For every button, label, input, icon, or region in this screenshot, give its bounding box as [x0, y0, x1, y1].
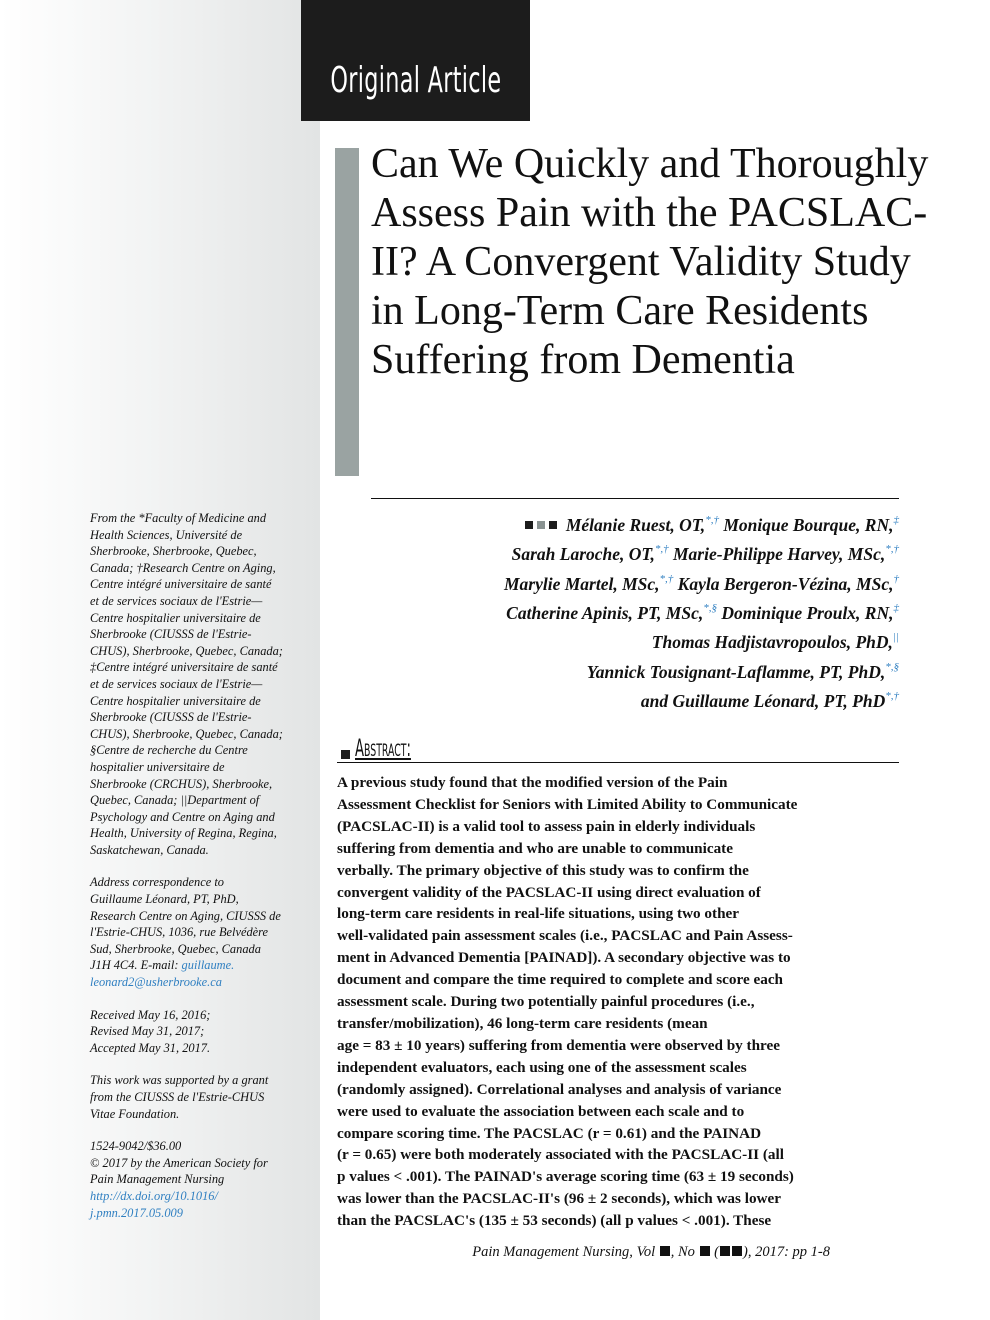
- abstract-line: p values < .001). The PAINAD's average scoring time (63 ± 19 seconds): [337, 1168, 794, 1186]
- author-name: Thomas Hadjistavropoulos, PhD,: [651, 632, 893, 653]
- doi-link-cont[interactable]: j.pmn.2017.05.009: [90, 1205, 183, 1220]
- abstract-line: verbally. The primary objective of this study was to confirm the: [337, 861, 749, 879]
- abstract-body: [337, 772, 887, 1232]
- affiliations: [90, 510, 312, 858]
- author-name: and Guillaume Léonard, PT, PhD: [640, 690, 886, 711]
- affiliation-line: CHUS), Sherbrooke, Quebec, Canada;: [90, 726, 283, 741]
- abstract-line: assessment scale. During two potentially painful procedures (i.e.,: [337, 993, 755, 1011]
- author-affiliation-marks: *,§: [703, 601, 717, 614]
- article-title: Can We Quickly and Thoroughly Assess Pain with the PACSLAC-II? A Convergent Validity Study in Long-Term Care Residents Suffering from Dementia: [371, 141, 929, 383]
- author-affiliation-marks: †: [893, 572, 899, 585]
- square-bullet-icon: [549, 521, 557, 529]
- affiliation-line: Centre intégré universitaire de santé: [90, 577, 272, 592]
- footer-no-label: No: [677, 1244, 695, 1260]
- journal-footer: Pain Management Nursing, Vol , No ( ), 2017: pp 1-8: [472, 1244, 830, 1260]
- author-line: [371, 509, 899, 538]
- footer-journal: Pain Management Nursing,: [472, 1244, 633, 1260]
- abstract-line: age = 83 ± 10 years) suffering from dementia were observed by three: [337, 1036, 780, 1054]
- abstract-line: was lower than the PACSLAC-II's (96 ± 2 seconds), which was lower: [337, 1190, 781, 1208]
- author-name: Marylie Martel, MSc,: [503, 573, 660, 594]
- affiliation-line: From the *Faculty of Medicine and: [90, 511, 267, 525]
- abstract-bullet-icon: [341, 750, 350, 759]
- affiliation-line: Quebec, Canada; ||Department of: [90, 793, 260, 808]
- author-affiliation-marks: ‡: [893, 514, 899, 526]
- article-notes-sidebar: [90, 510, 312, 1237]
- affiliation-line: Sherbrooke, Sherbrooke, Quebec,: [90, 544, 257, 559]
- affiliation-line: Health, University of Regina, Regina,: [90, 826, 277, 841]
- vol-placeholder-icon: [660, 1246, 670, 1256]
- affiliation-line: Centre hospitalier universitaire de: [90, 693, 261, 708]
- author-line: [371, 597, 899, 626]
- affiliation-line: et de services sociaux de l'Estrie—: [90, 676, 263, 691]
- author-line: [371, 626, 899, 655]
- article-dates: [90, 1007, 312, 1057]
- abstract-line: compare scoring time. The PACSLAC (r = 0.61) and the PAINAD: [337, 1124, 762, 1142]
- author-name: Kayla Bergeron-Vézina, MSc,: [677, 573, 894, 594]
- author-name: Sarah Laroche, OT,: [511, 544, 655, 565]
- section-label-text: Original Article: [329, 60, 502, 101]
- abstract-line: well-validated pain assessment scales (i.e., PACSLAC and Pain Assess-: [337, 927, 793, 945]
- square-bullet-icon: [525, 521, 533, 529]
- abstract-line: document and compare the time required to complete and score each: [337, 971, 784, 989]
- footer-vol-label: Vol: [636, 1244, 656, 1260]
- correspondence-line: Sud, Sherbrooke, Quebec, Canada: [90, 941, 261, 956]
- date-line: Accepted May 31, 2017.: [90, 1040, 211, 1055]
- abstract-line: ment in Advanced Dementia [PAINAD]). A secondary objective was to: [337, 949, 791, 967]
- publication-info: [90, 1138, 312, 1221]
- affiliation-line: CHUS), Sherbrooke, Quebec, Canada;: [90, 643, 283, 658]
- affiliation-line: et de services sociaux de l'Estrie—: [90, 593, 263, 608]
- email-prefix: [90, 975, 222, 989]
- author-name: Catherine Apinis, PT, MSc,: [506, 602, 704, 623]
- affiliation-line: Saskatchewan, Canada.: [90, 842, 209, 857]
- abstract-heading: [337, 736, 899, 763]
- author-list: [371, 509, 899, 714]
- correspondence: [90, 874, 312, 990]
- author-line: [371, 656, 899, 685]
- affiliation-line: §Centre de recherche du Centre: [90, 743, 248, 758]
- abstract-line: were used to evaluate the association between each scale and to: [337, 1102, 745, 1120]
- author-affiliation-marks: *,§: [885, 660, 899, 673]
- abstract-line: long-term care residents in real-life situations, using two other: [337, 905, 740, 923]
- affiliation-line: Sherbrooke (CIUSSS de l'Estrie-: [90, 710, 252, 725]
- affiliation-line: Health Sciences, Université de: [90, 527, 243, 542]
- affiliation-line: hospitalier universitaire de: [90, 759, 225, 774]
- funding-note: [90, 1072, 312, 1122]
- affiliation-line: Centre hospitalier universitaire de: [90, 610, 261, 625]
- author-affiliation-marks: *,†: [659, 572, 674, 585]
- author-affiliation-marks: ||: [892, 631, 899, 644]
- section-label: [301, 0, 530, 121]
- square-bullet-icon: [537, 521, 545, 529]
- correspondence-line: Guillaume Léonard, PT, PhD,: [90, 892, 239, 907]
- title-divider: [371, 498, 899, 499]
- author-affiliation-marks: ‡: [893, 601, 899, 614]
- affiliation-line: Sherbrooke (CRCHUS), Sherbrooke,: [90, 776, 273, 791]
- abstract-line: transfer/mobilization), 46 long-term care residents (mean: [337, 1014, 708, 1032]
- author-line: [371, 568, 899, 597]
- author-affiliation-marks: *,†: [705, 514, 719, 526]
- copyright-line: Pain Management Nursing: [90, 1172, 225, 1187]
- funding-line: from the CIUSSS de l'Estrie-CHUS: [90, 1090, 265, 1104]
- title-accent-bar: [335, 148, 359, 476]
- abstract-line: than the PACSLAC's (135 ± 53 seconds) (all p values < .001). These: [337, 1212, 772, 1230]
- correspondence-line: J1H 4C4. E-mail: guillaume.: [90, 958, 235, 973]
- abstract-line: Assessment Checklist for Seniors with Limited Ability to Communicate: [337, 795, 798, 813]
- copyright-line: © 2017 by the American Society for: [90, 1155, 268, 1170]
- author-name: Yannick Tousignant-Laflamme, PT, PhD,: [586, 661, 886, 682]
- abstract-heading-label: Abstract:: [355, 734, 411, 762]
- affiliation-line: Sherbrooke (CIUSSS de l'Estrie-: [90, 627, 252, 642]
- date-line: Revised May 31, 2017;: [90, 1024, 205, 1039]
- footer-year-pages: 2017: pp 1-8: [755, 1244, 830, 1260]
- author-affiliation-marks: *,†: [885, 543, 899, 556]
- abstract-line: A previous study found that the modified version of the Pain: [337, 774, 728, 791]
- month-placeholder-icon: [720, 1246, 730, 1256]
- author-name: Dominique Proulx, RN,: [721, 602, 894, 623]
- abstract-line: suffering from dementia and who are unable to communicate: [337, 839, 733, 857]
- abstract-line: (r = 0.65) were both moderately associated with the PACSLAC-II (all: [337, 1146, 784, 1164]
- author-line: [371, 538, 899, 567]
- abstract-line: independent evaluators, each using one of the assessment scales: [337, 1058, 747, 1076]
- author-name: Monique Bourque, RN,: [723, 514, 894, 535]
- funding-line: This work was supported by a grant: [90, 1073, 269, 1088]
- affiliation-line: Canada; †Research Centre on Aging,: [90, 560, 276, 575]
- author-name: Marie-Philippe Harvey, MSc,: [673, 544, 886, 565]
- doi-link[interactable]: http://dx.doi.org/10.1016/: [90, 1188, 218, 1203]
- no-placeholder-icon: [700, 1246, 710, 1256]
- author-line: [371, 685, 899, 714]
- author-affiliation-marks: *,†: [885, 689, 899, 702]
- abstract-line: convergent validity of the PACSLAC-II using direct evaluation of: [337, 883, 761, 901]
- funding-line: Vitae Foundation.: [90, 1106, 180, 1121]
- author-name: Mélanie Ruest, OT,: [565, 514, 706, 535]
- month-placeholder-icon-2: [732, 1246, 742, 1256]
- abstract-line: (randomly assigned). Correlational analyses and analysis of variance: [337, 1080, 782, 1098]
- correspondence-line: Address correspondence to: [90, 875, 224, 890]
- email-link-cont[interactable]: leonard2@usherbrooke.ca: [90, 975, 222, 990]
- date-line: Received May 16, 2016;: [90, 1007, 211, 1022]
- author-affiliation-marks: *,†: [654, 543, 669, 556]
- affiliation-line: ‡Centre intégré universitaire de santé: [90, 660, 278, 675]
- email-link[interactable]: guillaume.: [178, 958, 235, 973]
- correspondence-line: l'Estrie-CHUS, 1036, rue Belvédère: [90, 925, 269, 940]
- abstract-line: (PACSLAC-II) is a valid tool to assess pain in elderly individuals: [337, 817, 756, 835]
- affiliation-line: Psychology and Centre on Aging and: [90, 809, 275, 824]
- correspondence-line: Research Centre on Aging, CIUSSS de: [90, 908, 281, 923]
- issn: 1524-9042/$36.00: [90, 1139, 182, 1154]
